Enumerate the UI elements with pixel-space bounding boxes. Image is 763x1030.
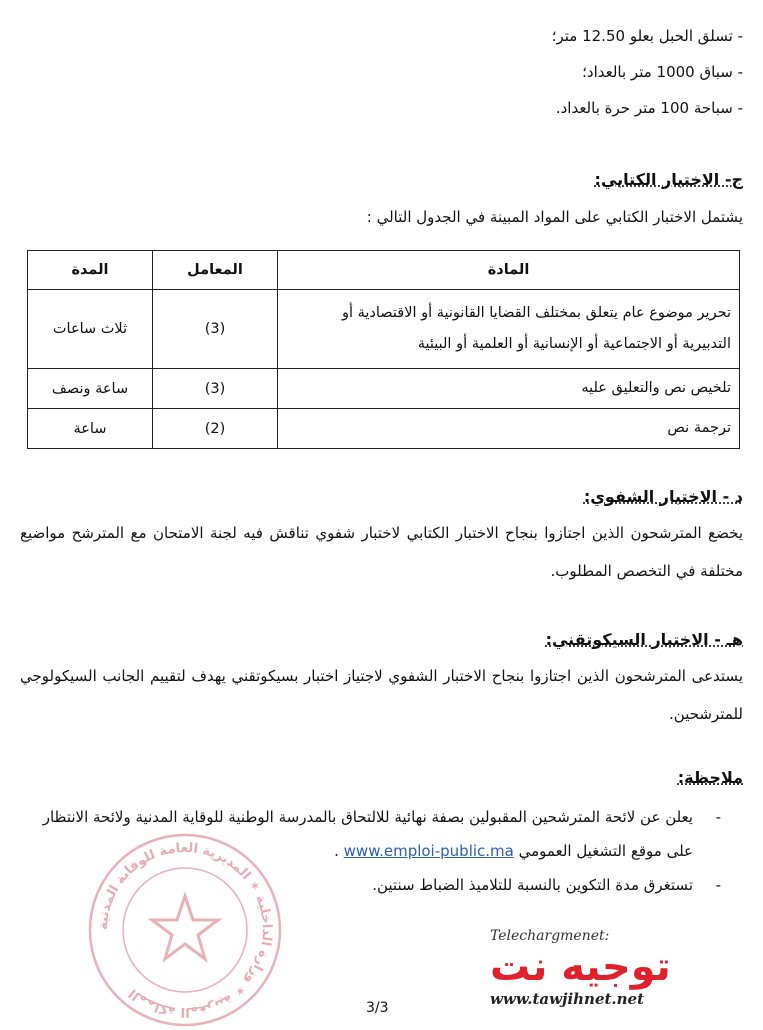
stamp-outer-text: المملكة المغربية ✶ وزارة الداخلية ✶ المديرية العامة للوقاية المدنية xyxy=(95,840,275,1020)
note-text: يعلن عن لائحة المترشحين المقبولين بصفة نهائية للالتحاق بالمدرسة الوطنية للوقاية المدنية ولائحة الانتظار على موقع التشغيل العمومي xyxy=(42,808,693,860)
emploi-public-link[interactable]: www.emploi-public.ma xyxy=(343,842,514,860)
coefficient-cell: (3) xyxy=(153,290,278,369)
coefficient-cell: (3) xyxy=(153,369,278,409)
duration-cell: ثلاث ساعات xyxy=(28,290,153,369)
physical-test-rope: - تسلق الحبل بعلو 12.50 متر؛ xyxy=(551,27,743,45)
written-exam-heading: ج- الاختبار الكتابي: xyxy=(594,170,743,189)
bullet: - xyxy=(715,876,721,894)
duration-cell: ساعة ونصف xyxy=(28,369,153,409)
physical-test-run: - سباق 1000 متر بالعداد؛ xyxy=(582,63,743,81)
duration-cell: ساعة xyxy=(28,409,153,449)
note-end: . xyxy=(334,842,344,860)
header-duration: المدة xyxy=(28,251,153,290)
physical-test-swim: - سباحة 100 متر حرة بالعداد. xyxy=(555,99,743,117)
subject-cell xyxy=(278,369,740,409)
table-header-row xyxy=(28,251,740,290)
oral-exam-text: يخضع المترشحون الذين اجتازوا بنجاح الاختبار الكتابي لاختبار شفوي تناقش فيه لجنة الامتحان مع المترشح مواضيع مختلفة في التخصص المطلوب. xyxy=(20,524,743,580)
subject-cell xyxy=(278,290,740,369)
header-coefficient: المعامل xyxy=(153,251,278,290)
psycho-exam-text: يستدعى المترشحون الذين اجتازوا بنجاح الاختبار الشفوي لاجتياز اختبار بسيكوتقني يهدف لتقييم الجانب السيكولوجي للمترشحين. xyxy=(20,667,743,723)
bullet: - xyxy=(715,808,721,826)
coefficient-cell: (2) xyxy=(153,409,278,449)
subject-line: تلخيص نص والتعليق عليه xyxy=(581,380,731,396)
psycho-exam-heading: هـ - الاختبار السيكوتقني: xyxy=(545,630,743,649)
header-subject: المادة xyxy=(278,251,740,290)
subject-line: تحرير موضوع عام يتعلق بمختلف القضايا القانونية أو الاقتصادية أو xyxy=(341,305,731,321)
exam-subjects-table xyxy=(27,250,740,449)
subject-line: ترجمة نص xyxy=(667,420,731,436)
star-icon xyxy=(152,896,218,959)
table-row xyxy=(28,369,740,409)
note-text: تستغرق مدة التكوين بالنسبة للتلاميذ الضباط سنتين. xyxy=(372,876,693,894)
oral-exam-heading: د - الاختبار الشفوي: xyxy=(583,487,743,506)
brand-logo: توجيه نت xyxy=(490,944,671,990)
subject-cell xyxy=(278,409,740,449)
watermark xyxy=(490,928,671,1008)
written-exam-intro: يشتمل الاختبار الكتابي على المواد المبينة في الجدول التالي : xyxy=(366,208,743,226)
table-row xyxy=(28,290,740,369)
watermark-url[interactable]: www.tawjihnet.net xyxy=(490,990,645,1008)
notes-heading: ملاحظة: xyxy=(677,768,743,787)
page-number: 3/3 xyxy=(366,1000,389,1016)
table-row xyxy=(28,409,740,449)
watermark-label: Telechargmenet: xyxy=(490,928,610,944)
official-stamp xyxy=(85,830,285,1030)
subject-line: التدبيرية أو الاجتماعية أو الإنسانية أو العلمية أو البيئية xyxy=(417,336,731,352)
